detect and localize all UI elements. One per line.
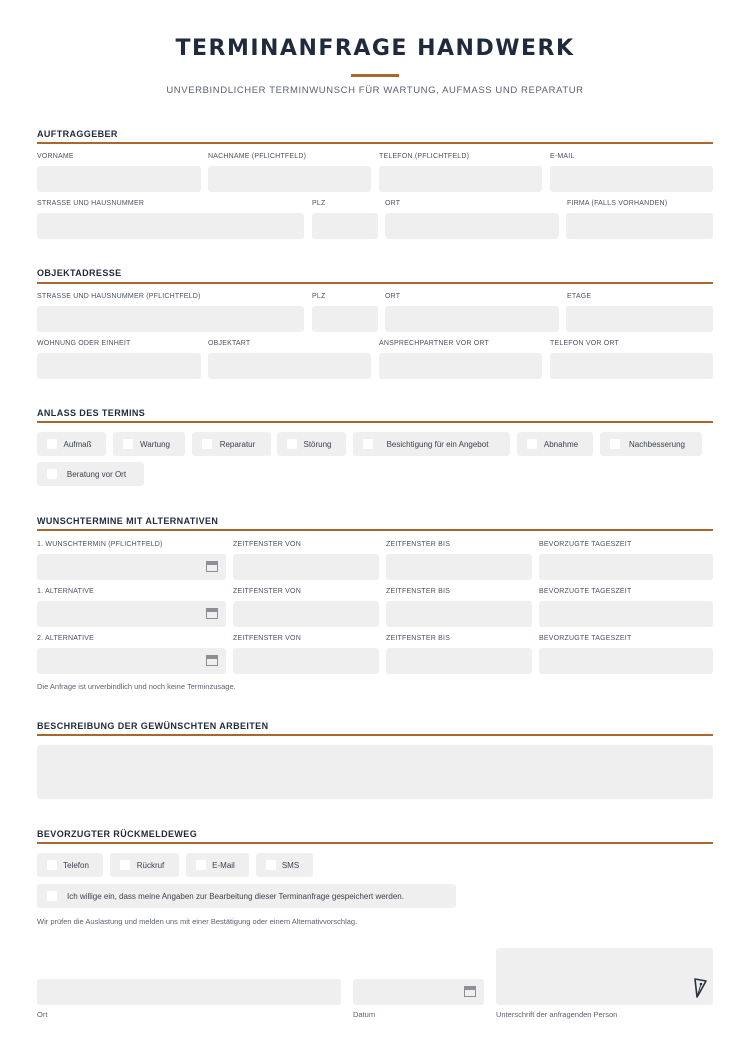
nachname-label: NACHNAME (PFLICHTFELD) — [208, 153, 307, 160]
firma-input[interactable] — [566, 213, 713, 239]
zeitfenster-von-label: ZEITFENSTER VON — [233, 588, 301, 595]
nachname-input[interactable] — [208, 166, 371, 192]
anlass-option-aufmass[interactable]: Aufmaß — [37, 432, 106, 456]
calendar-icon[interactable] — [206, 608, 218, 619]
checkbox[interactable] — [47, 891, 57, 901]
objekt-strasse-input[interactable] — [37, 306, 304, 332]
tageszeit-input[interactable] — [539, 648, 713, 674]
ort-caption: Ort — [37, 1010, 48, 1019]
section-divider — [37, 282, 713, 284]
checkbox[interactable] — [287, 439, 297, 449]
ort-label: ORT — [385, 200, 401, 207]
calendar-icon[interactable] — [464, 986, 476, 997]
section-heading-anlass: ANLASS DES TERMINS — [37, 408, 146, 418]
datum-input[interactable] — [353, 979, 484, 1005]
zeitfenster-von-input[interactable] — [233, 554, 379, 580]
zeitfenster-von-label: ZEITFENSTER VON — [233, 635, 301, 642]
ansprechpartner-label: ANSPRECHPARTNER VOR ORT — [379, 340, 490, 347]
zeitfenster-von-label: ZEITFENSTER VON — [233, 541, 301, 548]
objekt-strasse-label: STRASSE UND HAUSNUMMER (PFLICHTFELD) — [37, 293, 201, 300]
tageszeit-input[interactable] — [539, 601, 713, 627]
anlass-option-stoerung[interactable]: Störung — [277, 432, 346, 456]
zeitfenster-von-input[interactable] — [233, 648, 379, 674]
tageszeit-label: BEVORZUGTE TAGESZEIT — [539, 635, 632, 642]
strasse-label: STRASSE UND HAUSNUMMER — [37, 200, 145, 207]
anlass-option-abnahme[interactable]: Abnahme — [517, 432, 593, 456]
checkbox[interactable] — [196, 860, 206, 870]
wunschtermin-date-input[interactable] — [37, 554, 226, 580]
calendar-icon[interactable] — [206, 655, 218, 666]
page-title: TERMINANFRAGE HANDWERK — [175, 36, 575, 61]
wohnung-input[interactable] — [37, 353, 201, 379]
pen-nib-icon — [692, 977, 708, 999]
email-input[interactable] — [550, 166, 713, 192]
checkbox[interactable] — [123, 439, 133, 449]
section-heading-wunschtermine: WUNSCHTERMINE MIT ALTERNATIVEN — [37, 516, 219, 526]
vorname-label: VORNAME — [37, 153, 74, 160]
etage-input[interactable] — [566, 306, 713, 332]
checkbox[interactable] — [47, 439, 57, 449]
vorname-input[interactable] — [37, 166, 201, 192]
email-label: E-MAIL — [550, 153, 575, 160]
section-heading-beschreibung: BESCHREIBUNG DER GEWÜNSCHTEN ARBEITEN — [37, 721, 269, 731]
checkbox[interactable] — [610, 439, 620, 449]
tageszeit-input[interactable] — [539, 554, 713, 580]
zeitfenster-bis-label: ZEITFENSTER BIS — [386, 588, 451, 595]
section-heading-rueckmeldung: BEVORZUGTER RÜCKMELDEWEG — [37, 829, 198, 839]
rueckmeldung-option-sms[interactable]: SMS — [256, 853, 313, 877]
rueckmeldung-option-email[interactable]: E-Mail — [186, 853, 249, 877]
firma-label: FIRMA (FALLS VORHANDEN) — [567, 200, 668, 207]
zeitfenster-bis-input[interactable] — [386, 601, 532, 627]
etage-label: ETAGE — [567, 293, 592, 300]
alternative-2-date-input[interactable] — [37, 648, 226, 674]
section-divider — [37, 529, 713, 531]
anlass-option-reparatur[interactable]: Reparatur — [192, 432, 271, 456]
section-heading-objektadresse: OBJEKTADRESSE — [37, 268, 122, 278]
calendar-icon[interactable] — [206, 561, 218, 572]
zeitfenster-bis-label: ZEITFENSTER BIS — [386, 635, 451, 642]
signature-field[interactable] — [496, 948, 713, 1005]
consent-checkbox-row[interactable]: Ich willige ein, dass meine Angaben zur Bearbeitung dieser Terminanfrage gespeichert werden. — [37, 884, 456, 908]
unterschrift-caption: Unterschrift der anfragenden Person — [496, 1010, 618, 1019]
tageszeit-label: BEVORZUGTE TAGESZEIT — [539, 588, 632, 595]
objekt-ort-input[interactable] — [385, 306, 559, 332]
section-heading-auftraggeber: AUFTRAGGEBER — [37, 129, 118, 139]
objekt-plz-label: PLZ — [312, 293, 326, 300]
section-divider — [37, 421, 713, 423]
objektart-input[interactable] — [208, 353, 371, 379]
checkbox[interactable] — [47, 469, 57, 479]
plz-input[interactable] — [312, 213, 378, 239]
alternative-1-label: 1. ALTERNATIVE — [37, 588, 95, 595]
section-divider — [37, 842, 713, 844]
plz-label: PLZ — [312, 200, 326, 207]
telefon-label: TELEFON (PFLICHTFELD) — [379, 153, 470, 160]
rueckmeldung-option-rueckruf[interactable]: Rückruf — [110, 853, 179, 877]
ort-input[interactable] — [385, 213, 559, 239]
anlass-option-nachbesserung[interactable]: Nachbesserung — [600, 432, 702, 456]
checkbox[interactable] — [202, 439, 212, 449]
telefon-input[interactable] — [379, 166, 542, 192]
ort-signature-input[interactable] — [37, 979, 341, 1005]
telefon-vor-ort-input[interactable] — [550, 353, 713, 379]
section-divider — [37, 142, 713, 144]
objekt-plz-input[interactable] — [312, 306, 378, 332]
zeitfenster-bis-input[interactable] — [386, 554, 532, 580]
strasse-input[interactable] — [37, 213, 304, 239]
wunschtermine-note: Die Anfrage ist unverbindlich und noch keine Terminzusage. — [37, 682, 236, 691]
wohnung-label: WOHNUNG ODER EINHEIT — [37, 340, 131, 347]
tageszeit-label: BEVORZUGTE TAGESZEIT — [539, 541, 632, 548]
objekt-ort-label: ORT — [385, 293, 401, 300]
objektart-label: OBJEKTART — [208, 340, 251, 347]
zeitfenster-von-input[interactable] — [233, 601, 379, 627]
section-divider — [37, 734, 713, 736]
alternative-1-date-input[interactable] — [37, 601, 226, 627]
beschreibung-textarea[interactable] — [37, 745, 713, 799]
rueckmeldung-option-telefon[interactable]: Telefon — [37, 853, 103, 877]
ansprechpartner-input[interactable] — [379, 353, 542, 379]
zeitfenster-bis-input[interactable] — [386, 648, 532, 674]
anlass-option-beratung[interactable]: Beratung vor Ort — [37, 462, 144, 486]
zeitfenster-bis-label: ZEITFENSTER BIS — [386, 541, 451, 548]
checkbox[interactable] — [47, 860, 57, 870]
alternative-2-label: 2. ALTERNATIVE — [37, 635, 95, 642]
checkbox[interactable] — [266, 860, 276, 870]
anlass-option-wartung[interactable]: Wartung — [113, 432, 185, 456]
rueckmeldung-note: Wir prüfen die Auslastung und melden uns mit einer Bestätigung oder einem Alternativvorschlag. — [37, 917, 358, 926]
wunschtermin-label: 1. WUNSCHTERMIN (PFLICHTFELD) — [37, 541, 163, 548]
checkbox[interactable] — [363, 439, 373, 449]
page-subtitle: UNVERBINDLICHER TERMINWUNSCH FÜR WARTUNG, AUFMASS UND REPARATUR — [166, 85, 584, 96]
checkbox[interactable] — [527, 439, 537, 449]
title-divider — [351, 74, 399, 77]
telefon-vor-ort-label: TELEFON VOR ORT — [550, 340, 619, 347]
anlass-option-besichtigung[interactable]: Besichtigung für ein Angebot — [353, 432, 510, 456]
datum-caption: Datum — [353, 1010, 376, 1019]
checkbox[interactable] — [120, 860, 130, 870]
